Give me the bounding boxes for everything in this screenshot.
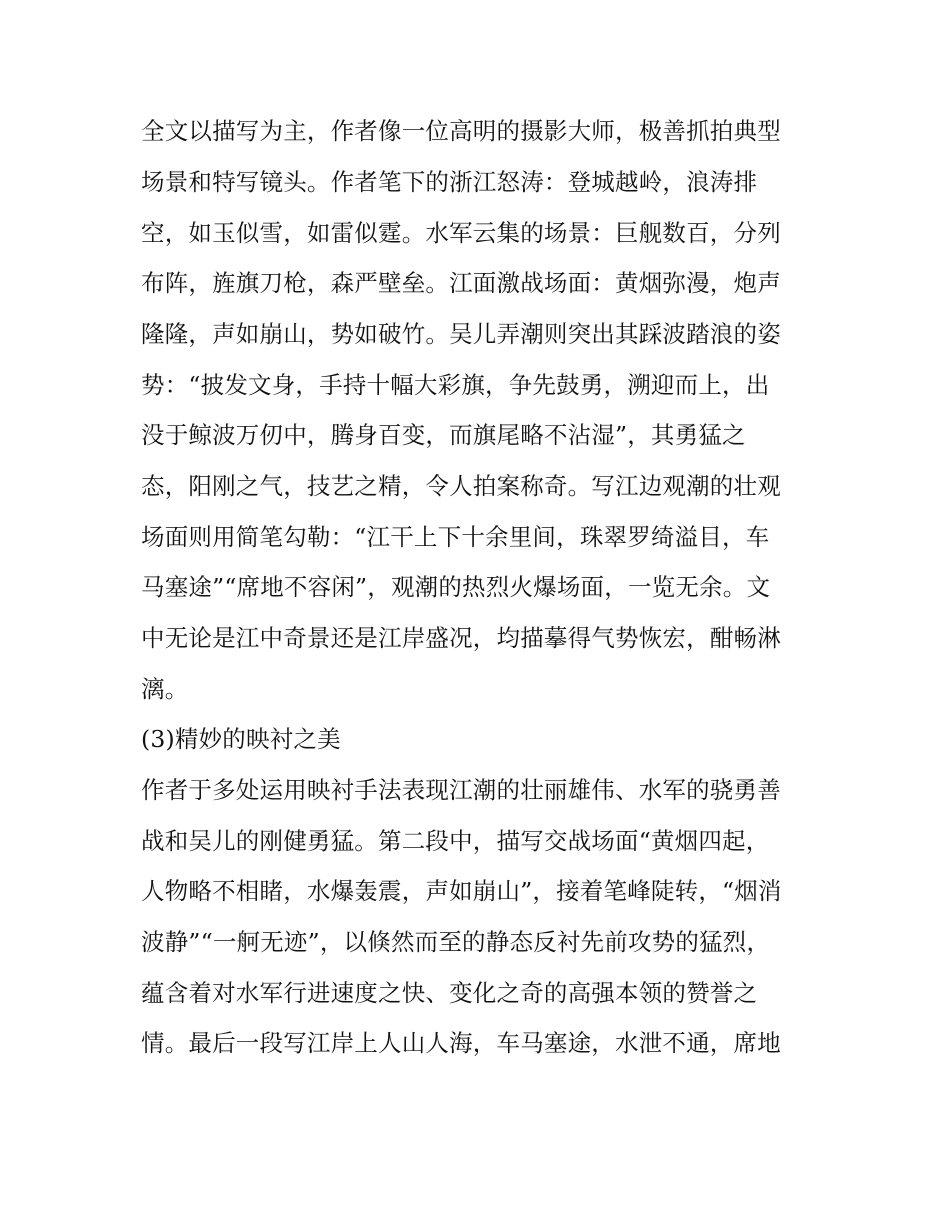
section-heading: (3)精妙的映衬之美: [141, 725, 341, 753]
text-line: 中无论是江中奇景还是江岸盛况，均描摹得气势恢宏，酣畅淋: [141, 624, 781, 652]
text-line: 没于鲸波万仞中，腾身百变，而旗尾略不沾湿”，其勇猛之: [141, 421, 746, 449]
text-line: 场面则用简笔勾勒：“江干上下十余里间，珠翠罗绮溢目，车: [141, 523, 770, 551]
text-line: 态，阳刚之气，技艺之精，令人拍案称奇。写江边观潮的壮观: [141, 472, 781, 500]
text-line: 隆隆，声如崩山，势如破竹。吴儿弄潮则突出其踩波踏浪的姿: [141, 320, 781, 348]
text-line: 作者于多处运用映衬手法表现江潮的壮丽雄伟、水军的骁勇善: [141, 776, 781, 804]
text-line: 战和吴儿的刚健勇猛。第二段中，描写交战场面“黄烟四起，: [141, 827, 770, 855]
text-line: 蕴含着对水军行进速度之快、变化之奇的高强本领的赞誉之: [141, 979, 758, 1007]
text-line: 波静”“一舸无迹”，以倏然而至的静态反衬先前攻势的猛烈，: [141, 928, 771, 956]
text-line: 马塞途”“席地不容闲”，观潮的热烈火爆场面，一览无余。文: [141, 573, 771, 601]
text-line: 场景和特写镜头。作者笔下的浙江怒涛：登城越岭，浪涛排: [141, 168, 758, 196]
text-line: 布阵，旌旗刀枪，森严壁垒。江面激战场面：黄烟弥漫，炮声: [141, 269, 781, 297]
text-line: 势：“披发文身，手持十幅大彩旗，争先鼓勇，溯迎而上，出: [141, 371, 770, 399]
text-line: 漓。: [141, 675, 189, 703]
text-line: 人物略不相睹，水爆轰震，声如崩山”，接着笔峰陡转，“烟消: [141, 877, 782, 905]
text-line: 全文以描写为主，作者像一位高明的摄影大师，极善抓拍典型: [141, 117, 781, 145]
text-line: 情。最后一段写江岸上人山人海，车马塞途，水泄不通，席地: [141, 1029, 781, 1057]
text-line: 空，如玉似雪，如雷似霆。水军云集的场景：巨舰数百，分列: [141, 219, 781, 247]
